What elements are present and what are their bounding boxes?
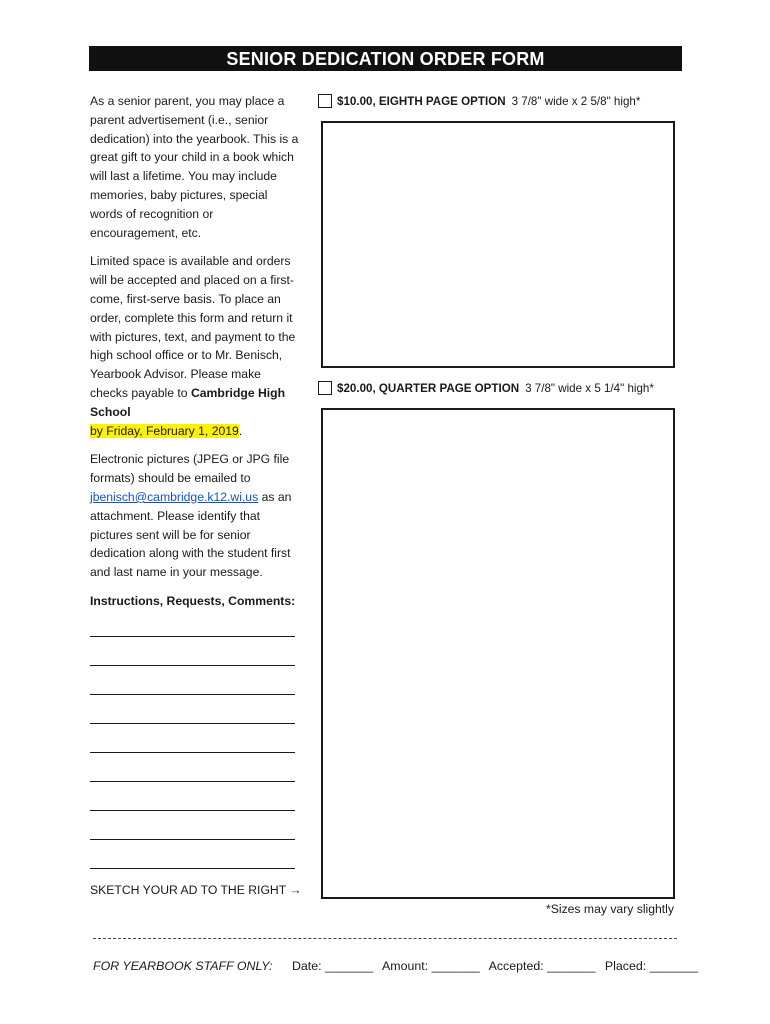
cut-line-divider	[93, 938, 677, 939]
email-paragraph	[90, 450, 302, 582]
comment-line[interactable]	[90, 839, 295, 840]
email-text: Electronic pictures (JPEG or JPG file formats) should be emailed to	[90, 452, 290, 486]
option-dimensions: 3 7/8" wide x 5 1/4" high*	[525, 382, 654, 395]
eighth-page-checkbox[interactable]	[318, 94, 332, 108]
comment-line[interactable]	[90, 868, 295, 869]
intro-paragraph: As a senior parent, you may place a parent advertisement (i.e., senior dedication) into the yearbook. This is a great gift to your child in a book which will last a lifetime. You may include memories, baby pictures, special words of recognition or encouragement, etc.	[90, 94, 299, 240]
date-field[interactable]: Date: _______	[291, 959, 374, 973]
amount-field[interactable]: Amount: _______	[382, 959, 480, 973]
comment-line[interactable]	[90, 694, 295, 695]
ordering-text: Limited space is available and orders will be accepted and placed on a first-come, first-serve basis. To place an order, complete this form and return it with pictures, text, and payment to the high school office or to Mr. Benisch, Yearbook Advisor. Please make checks payable to	[90, 254, 296, 400]
comments-label: Instructions, Requests, Comments:	[90, 593, 296, 608]
form-title: SENIOR DEDICATION ORDER FORM	[89, 46, 682, 71]
deadline-period: .	[238, 423, 243, 438]
comment-line[interactable]	[90, 636, 295, 637]
comment-line[interactable]	[90, 752, 295, 753]
eighth-page-sketch-area[interactable]	[321, 121, 675, 368]
email-link[interactable]: jbenisch@cambridge.k12.wi.us	[90, 489, 259, 504]
option-dimensions: 3 7/8" wide x 2 5/8" high*	[511, 95, 641, 108]
instructions-column	[90, 92, 302, 621]
staff-only-row	[93, 959, 704, 973]
comment-line[interactable]	[90, 723, 295, 724]
quarter-page-checkbox[interactable]	[318, 381, 332, 395]
quarter-page-option[interactable]	[318, 381, 654, 397]
comment-line[interactable]	[90, 665, 295, 666]
option-price: $20.00, QUARTER PAGE OPTION	[337, 382, 520, 395]
sizes-note: *Sizes may vary slightly	[545, 902, 674, 916]
eighth-page-option[interactable]	[318, 94, 640, 110]
staff-only-label: FOR YEARBOOK STAFF ONLY:	[93, 959, 273, 973]
comment-line[interactable]	[90, 781, 295, 782]
option-price: $10.00, EIGHTH PAGE OPTION	[337, 95, 506, 108]
school-name: Cambridge High School	[90, 385, 286, 419]
comment-line[interactable]	[90, 810, 295, 811]
quarter-page-sketch-area[interactable]	[321, 408, 675, 899]
placed-field[interactable]: Placed: _______	[604, 959, 698, 973]
deadline: by Friday, February 1, 2019	[90, 423, 239, 438]
sketch-label: SKETCH YOUR AD TO THE RIGHT →	[90, 883, 302, 897]
email-text-post: as an attachment. Please identify that pictures sent will be for senior dedication along with the student first and last name in your message.	[90, 489, 292, 580]
ordering-paragraph	[90, 252, 302, 440]
accepted-field[interactable]: Accepted: _______	[488, 959, 596, 973]
